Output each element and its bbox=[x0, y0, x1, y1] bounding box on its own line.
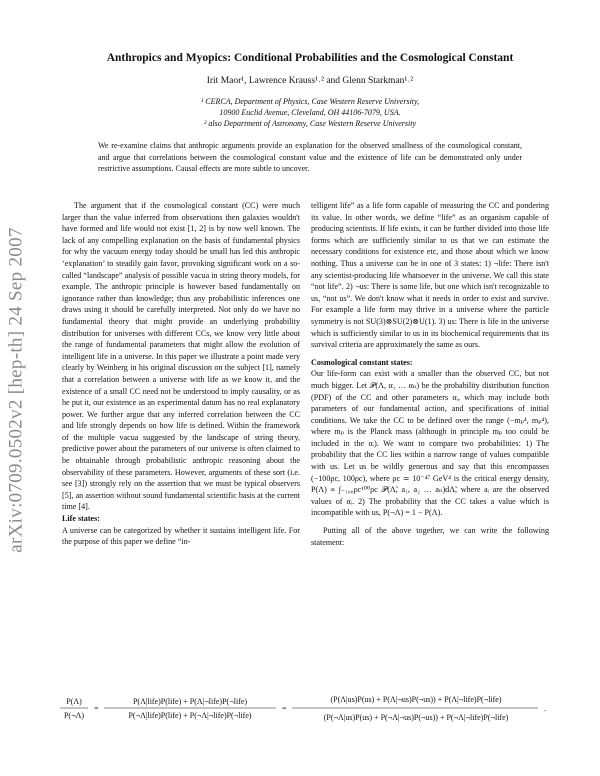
eq-rhs-numerator: (P(Λ|us)P(us) + P(Λ|¬us)P(¬us)) + P(Λ|¬life)P(¬life) bbox=[330, 695, 502, 704]
life-definition-paragraph: telligent life” as a life form capable of measuring the CC and pondering its value. In other words, we define “life” as an organism capable of producing scientists. If life exists, it can be further divided into those life forms which are sufficiently similar to us that we can estimate the necessary conditions for existence etc, and those about which we know nothing. Thus a universe can be in one of 3 states: 1) ¬life: There isn't any scientist-producing life whatsoever in the universe. We call this state “not life”. 2) ¬us: There is some life, but one which isn't recognizable to us, “not us”. We don't know what it needs in order to exist and survive. For example a life form may thrive in a universe where the particle symmetry is not SU(3)⊗SU(2)⊗U(1). 3) us: There is life in the universe which is sufficiently similar to us in its biochemical requirements that its survival criteria are approximately the same as ours. bbox=[311, 201, 549, 350]
cc-states-paragraph: Our life-form can exist with a smaller than the observed CC, but not much bigger. Let 𝒫(Λ, α₁ … αₙ) be the probability distribution function (PDF) of the CC and other parameters αᵢ, which may include both parameters of our fundamental action, and specifications of initial conditions. We take the CC to be defined over the range (−mₚ⁴, mₚ⁴), where mₚ is the Planck mass (although in principle mₚ too could be included in the αᵢ). We want to compare two probabilities: 1) The probability that the CC lies within a narrow range of values compatible with us. Let us be wildly generous and say that this encompasses (−100ρc, 100ρc), where ρc ≃ 10⁻⁴⁷ GeV⁴ is the critical energy density, P(Λ) ≡ ∫₋₁₀₀ρc¹⁰⁰ρc 𝒫(Λ̃, a₁, a₂ … aₙ)dΛ̃, where aᵢ are the observed values of αᵢ. 2) The probability that the CC takes a value which is incompatible with us, P(¬Λ) = 1 − P(Λ). bbox=[311, 369, 549, 518]
paper-title: Anthropics and Myopics: Conditional Probabilities and the Cosmological Constant bbox=[106, 52, 514, 64]
right-column bbox=[311, 200, 549, 548]
left-column bbox=[62, 200, 300, 548]
eq-lhs-numerator: P(Λ) bbox=[66, 697, 82, 706]
affiliations bbox=[100, 96, 520, 129]
abstract: We re-examine claims that anthropic arguments provide an explanation for the observed smallness of the cosmological constant, and argue that correlations between the cosmological constant value and the existence of life can be demonstrated only under restrictive assumptions. Causal effects are more subtle to uncover. bbox=[98, 141, 522, 173]
life-states-heading: Life states: bbox=[62, 514, 100, 524]
authors: Irit Maor¹, Lawrence Krauss¹˒² and Glenn Starkman¹˒² bbox=[206, 76, 414, 86]
cc-states-heading: Cosmological constant states: bbox=[311, 357, 413, 367]
intro-paragraph: The argument that if the cosmological constant (CC) were much larger than the value inferred from observations then galaxies wouldn't have formed and life would not exist [1, 2] is by now well known. The lack of any compelling explanation on the basis of fundamental physics for why the vacuum energy today should be small has led this anthropic ‘explanation’ to steadily gain favor, provoking significant work on a so-called “landscape” analysis of possible vacua in string theory models, for example. The anthropic principle is however based fundamentally on ignorance rather than knowledge; thus any probabilistic inferences one draws using it should be carefully interpreted. Not only do we have no fundamental theory that might provide an underlying probability distribution for universes with different CCs, we know very little about the range of fundamental parameters that might allow the evolution of intelligent life in a universe. In this paper we illustrate a point made very clearly by Weinberg in his original discussion on the subject [1], namely that a correlation between a universe with life as we know it, and the existence of a small CC need not be understood to imply causality, or as he put it, our existence as an experimental datum has no real explanatory power. We further argue that any inferred correlation between the CC and life strongly depends on how life is defined. Within the framework of the multiple vacua suggested by the landscape of string theory, predictive power about the parameters of our universe is often claimed to be obtainable through probabilistic anthropic reasoning about the observability of these parameters. However, arguments of these sort (i.e. see [3]) strongly rely on the assertion that we must be typical observers [5], an assertion without sound fundamental scientific basis at the current time [4]. bbox=[62, 201, 300, 512]
main-equation bbox=[60, 676, 560, 740]
statement-intro-paragraph: Putting all of the above together, we can write the following statement: bbox=[311, 526, 549, 547]
eq-mid-denominator: P(¬Λ|life)P(life) + P(¬Λ|¬life)P(¬life) bbox=[128, 711, 252, 720]
affiliation-line-1: ¹ CERCA, Department of Physics, Case Western Reserve University, bbox=[200, 97, 420, 106]
eq-rhs-denominator: (P(¬Λ|us)P(us) + P(¬Λ|¬us)P(¬us)) + P(¬Λ|¬life)P(¬life) bbox=[323, 713, 509, 722]
eq-mid-numerator: P(Λ|life)P(life) + P(Λ|¬life)P(¬life) bbox=[132, 697, 248, 706]
eq-equals-1: = bbox=[94, 704, 99, 713]
eq-lhs-denominator: P(¬Λ) bbox=[63, 711, 85, 720]
eq-equals-2: = bbox=[282, 704, 287, 713]
eq-period: . bbox=[544, 704, 546, 713]
life-states-paragraph: A universe can be categorized by whether it sustains intelligent life. For the purpose of this paper we define “in- bbox=[62, 525, 300, 547]
affiliation-line-2: 10900 Euclid Avenue, Cleveland, OH 44106-7079, USA. bbox=[219, 108, 401, 117]
arxiv-id: arXiv:0709.0502v2 [hep-th] 24 Sep 2007 bbox=[6, 227, 28, 553]
affiliation-line-3: ² also Department of Astronomy, Case Western Reserve University bbox=[203, 119, 417, 128]
arxiv-stamp bbox=[0, 200, 34, 580]
